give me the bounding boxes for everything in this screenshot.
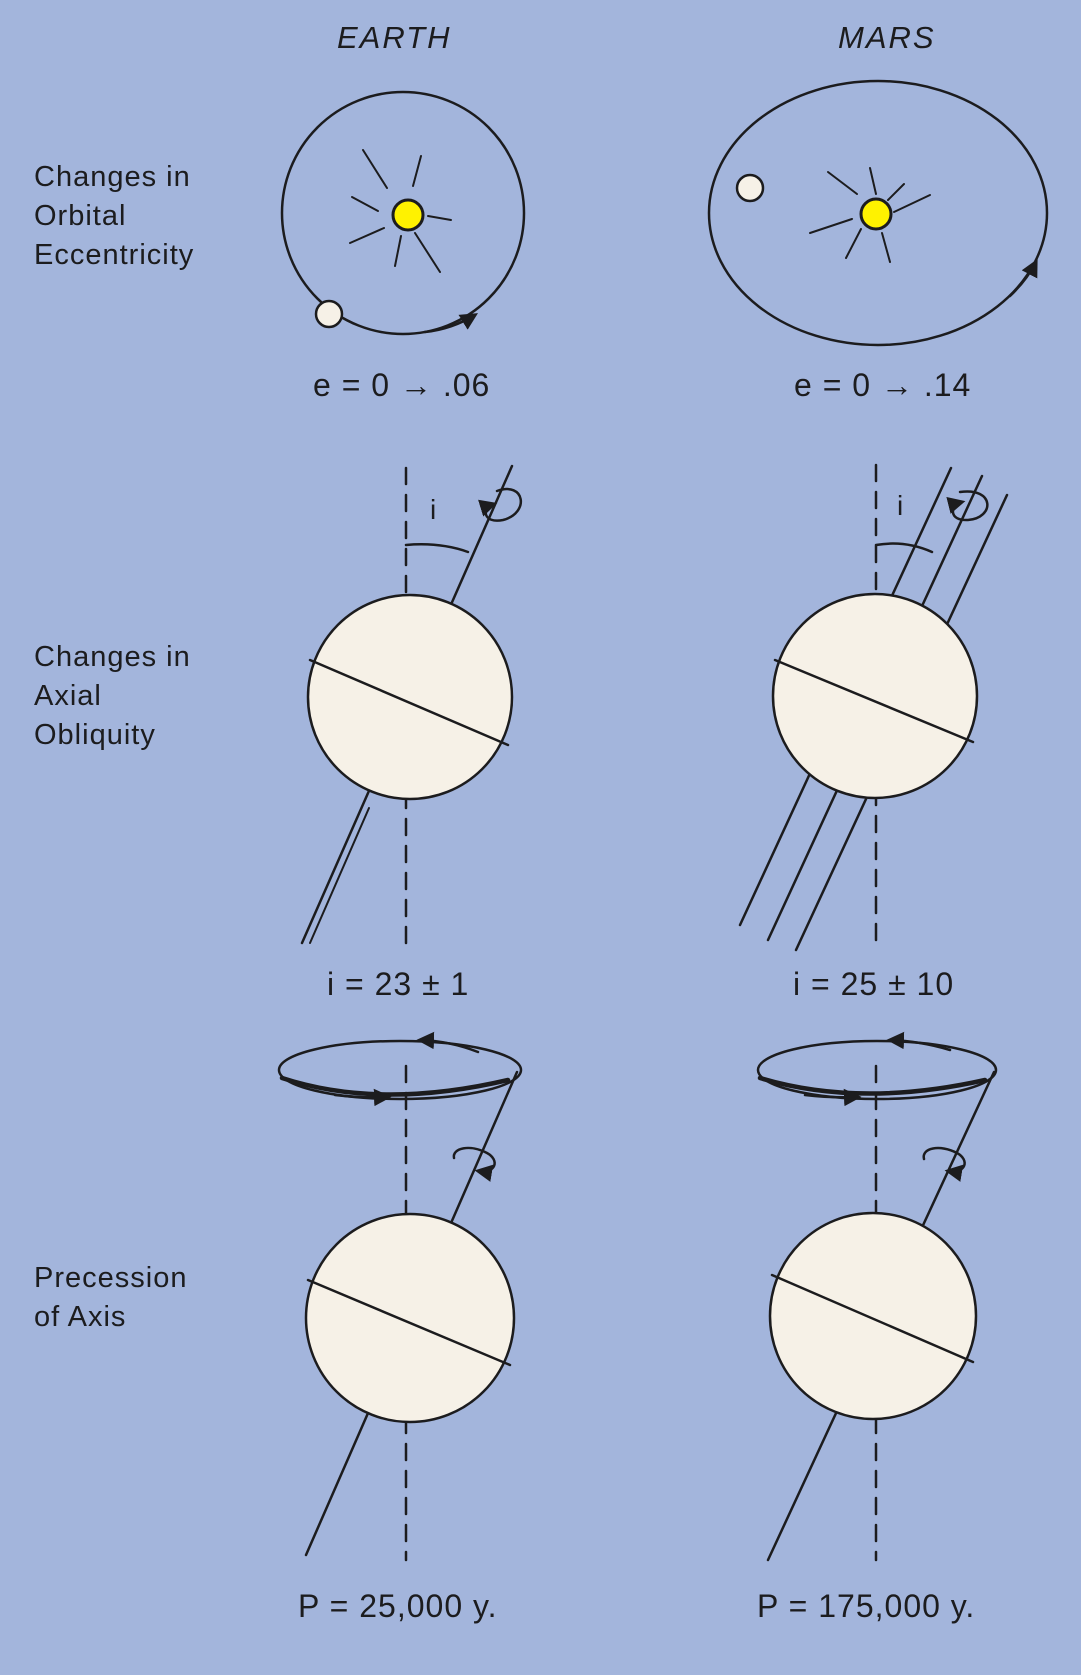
earth-obliquity-formula: i = 23 ± 1 (327, 966, 470, 1002)
mars-precession-formula: P = 175,000 y. (757, 1588, 976, 1624)
mars-eccentricity-formula: e = 0 → .14 (794, 367, 972, 403)
mars-precession-diagram (758, 1040, 996, 1560)
row-label-precession: Precession of Axis (34, 1262, 188, 1333)
earth-obliquity-angle-label: i (430, 494, 437, 525)
earth-obliquity-diagram (302, 466, 521, 945)
row-label-obliquity: Changes in Axial Obliquity (34, 641, 191, 751)
mars-precession-arrow-front (805, 1095, 858, 1097)
mars-orbit-diagram (709, 81, 1047, 345)
earth-precession-cone (279, 1041, 521, 1099)
earth-precession-diagram (279, 1040, 521, 1560)
earth-orbit-diagram (282, 92, 524, 334)
earth-planet-marker (316, 301, 342, 327)
mars-precession-globe (770, 1213, 976, 1419)
earth-eccentricity-formula: e = 0 → .06 (313, 367, 491, 403)
mars-globe (773, 594, 977, 798)
mars-obliquity-angle-label: i (897, 490, 904, 521)
earth-obliquity-angle-arc (406, 544, 468, 552)
column-header-mars: MARS (838, 20, 936, 55)
earth-axis-wobble-line (310, 808, 369, 943)
mars-sun (861, 199, 891, 229)
mars-planet-marker (737, 175, 763, 201)
mars-obliquity-angle-arc (876, 544, 932, 552)
row-label-eccentricity: Changes in Orbital Eccentricity (34, 161, 195, 271)
earth-precession-formula: P = 25,000 y. (298, 1588, 498, 1624)
earth-globe (308, 595, 512, 799)
mars-obliquity-formula: i = 25 ± 10 (793, 966, 955, 1002)
mars-spin-arrow (953, 491, 987, 520)
column-header-earth: EARTH (337, 20, 452, 55)
earth-sun (393, 200, 423, 230)
mars-obliquity-diagram (740, 465, 1007, 950)
earth-precession-globe (306, 1214, 514, 1422)
